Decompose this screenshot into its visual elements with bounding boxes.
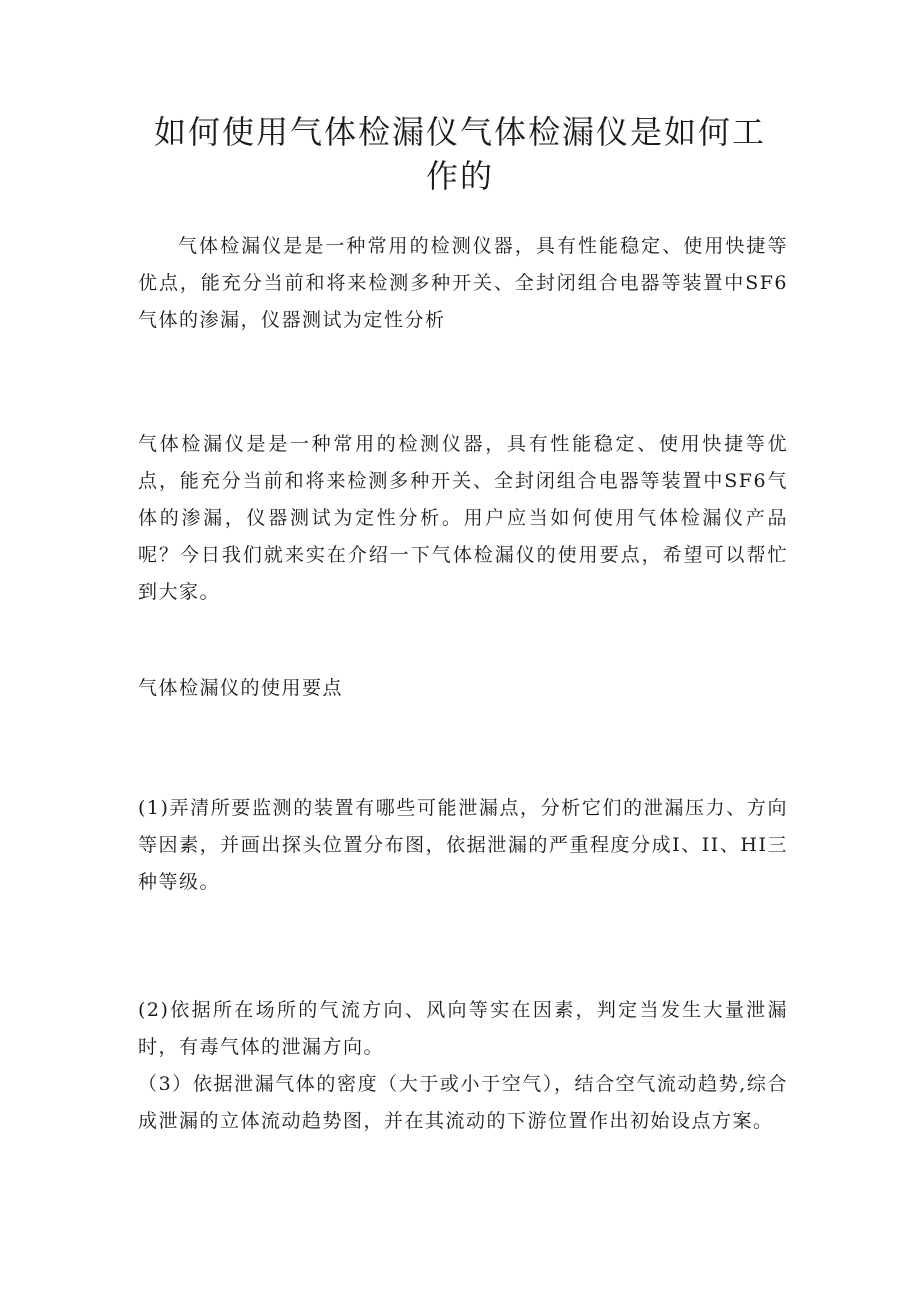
document-title: 如何使用气体检漏仪气体检漏仪是如何工作的 bbox=[153, 113, 766, 195]
list-item: (1)弄清所要监测的装置有哪些可能泄漏点，分析它们的泄漏压力、方向等因素，并画出探头位置分布图，依据泄漏的严重程度分成I、II、HI三种等级。 bbox=[138, 797, 788, 893]
list-item: (2)依据所在场所的气流方向、风向等实在因素，判定当发生大量泄漏时，有毒气体的泄漏方向。 bbox=[138, 999, 788, 1058]
list-item: （3）依据泄漏气体的密度（大于或小于空气），结合空气流动趋势,综合成泄漏的立体流动趋势图，并在其流动的下游位置作出初始设点方案。 bbox=[138, 1073, 788, 1132]
intro-paragraph: 气体检漏仪是是一种常用的检测仪器，具有性能稳定、使用快捷等优点，能充分当前和将来检测多种开关、全封闭组合电器等装置中SF6气体的渗漏，仪器测试为定性分析。用户应当如何使用气体检漏仪产品呢？今日我们就来实在介绍一下气体检漏仪的使用要点，希望可以帮忙到大家。 bbox=[138, 433, 788, 603]
abstract-paragraph: 气体检漏仪是是一种常用的检测仪器，具有性能稳定、使用快捷等优点，能充分当前和将来检测多种开关、全封闭组合电器等装置中SF6气体的渗漏，仪器测试为定性分析 bbox=[138, 235, 788, 331]
section-heading: 气体检漏仪的使用要点 bbox=[138, 677, 344, 699]
